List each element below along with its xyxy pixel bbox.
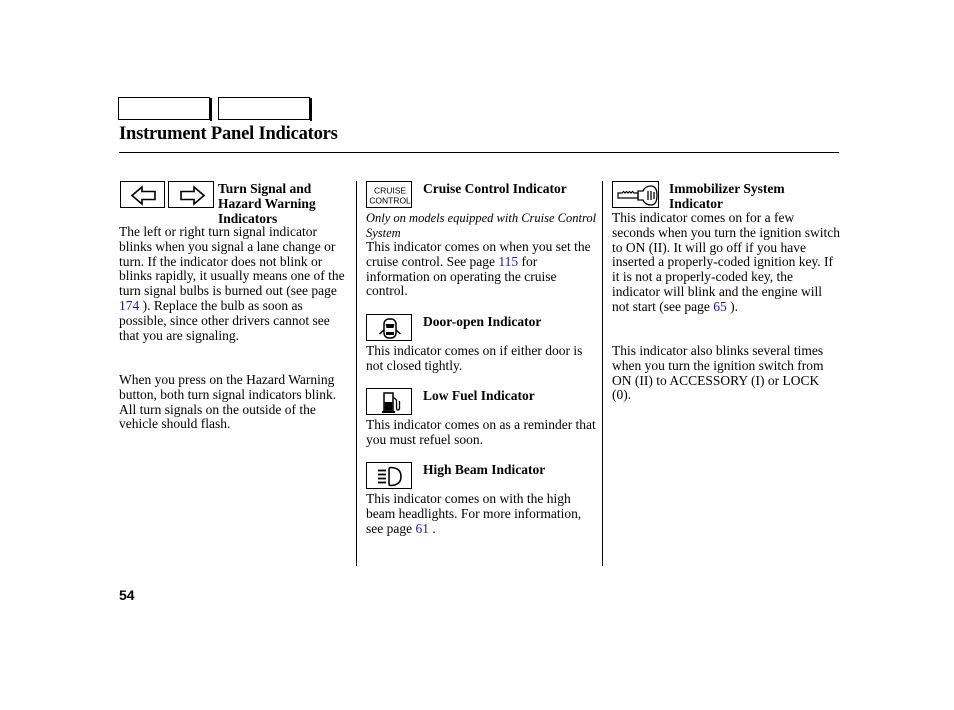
column-divider-2 (602, 181, 603, 566)
turn-signal-heading: Turn Signal and Hazard Warning Indicators (218, 181, 316, 226)
nav-tab-box-2[interactable] (218, 97, 310, 120)
turn-signal-paragraph-1: The left or right turn signal indicator blinks when you signal a lane change or turn. If the indicator does not blink or blinks rapidly, it usually means one of the turn signal bulbs is burned out (see page 174 ). Replace the bulb as soon as possible, since other drivers cannot see that you are signaling. (119, 224, 345, 343)
page-link-174[interactable]: 174 (119, 297, 140, 313)
cruise-control-heading: Cruise Control Indicator (423, 181, 567, 196)
immobilizer-paragraph-2: This indicator also blinks several times when you turn the ignition switch from ON (II) to ACCESSORY (I) or LOCK (0). (612, 343, 824, 403)
nav-tab-box-1[interactable] (118, 97, 210, 120)
high-beam-paragraph: This indicator comes on with the high beam headlights. For more information, see page 61 . (366, 491, 582, 536)
low-fuel-paragraph: This indicator comes on as a reminder that you must refuel soon. (366, 417, 596, 447)
fuel-pump-icon (366, 388, 412, 415)
page-number: 54 (119, 587, 135, 603)
high-beam-icon (366, 462, 412, 489)
low-fuel-heading: Low Fuel Indicator (423, 388, 535, 403)
column-divider-1 (356, 181, 357, 566)
door-open-icon (366, 314, 412, 341)
door-open-paragraph: This indicator comes on if either door is not closed tightly. (366, 343, 583, 373)
svg-text:CONTROL: CONTROL (369, 195, 411, 206)
door-open-heading: Door-open Indicator (423, 314, 542, 329)
immobilizer-heading: Immobilizer System Indicator (669, 181, 785, 211)
right-arrow-icon (168, 181, 214, 208)
page-title: Instrument Panel Indicators (119, 124, 338, 144)
page-link-65[interactable]: 65 (713, 298, 727, 314)
title-divider (119, 152, 839, 153)
cruise-control-paragraph: This indicator comes on when you set the cruise control. See page 115 for information on operating the cruise control. (366, 239, 591, 299)
high-beam-heading: High Beam Indicator (423, 462, 546, 477)
left-arrow-icon (120, 181, 165, 208)
page-link-115[interactable]: 115 (498, 253, 519, 269)
turn-signal-paragraph-2: When you press on the Hazard Warning button, both turn signal indicators blink. All turn signals on the outside of the vehicle should flash. (119, 372, 337, 432)
cruise-control-note: Only on models equipped with Cruise Control System (366, 211, 597, 240)
cruise-control-icon (366, 181, 412, 208)
page-link-61[interactable]: 61 (415, 520, 429, 536)
svg-text:CRUISE: CRUISE (373, 185, 407, 196)
immobilizer-paragraph-1: This indicator comes on for a few seconds when you turn the ignition switch to ON (II). It will go off if you have inserted a properly-coded ignition key. If it is not a properly-coded key, the indicator will blink and the engine will not start (see page 65 ). (612, 210, 840, 314)
immobilizer-key-icon (612, 181, 659, 208)
